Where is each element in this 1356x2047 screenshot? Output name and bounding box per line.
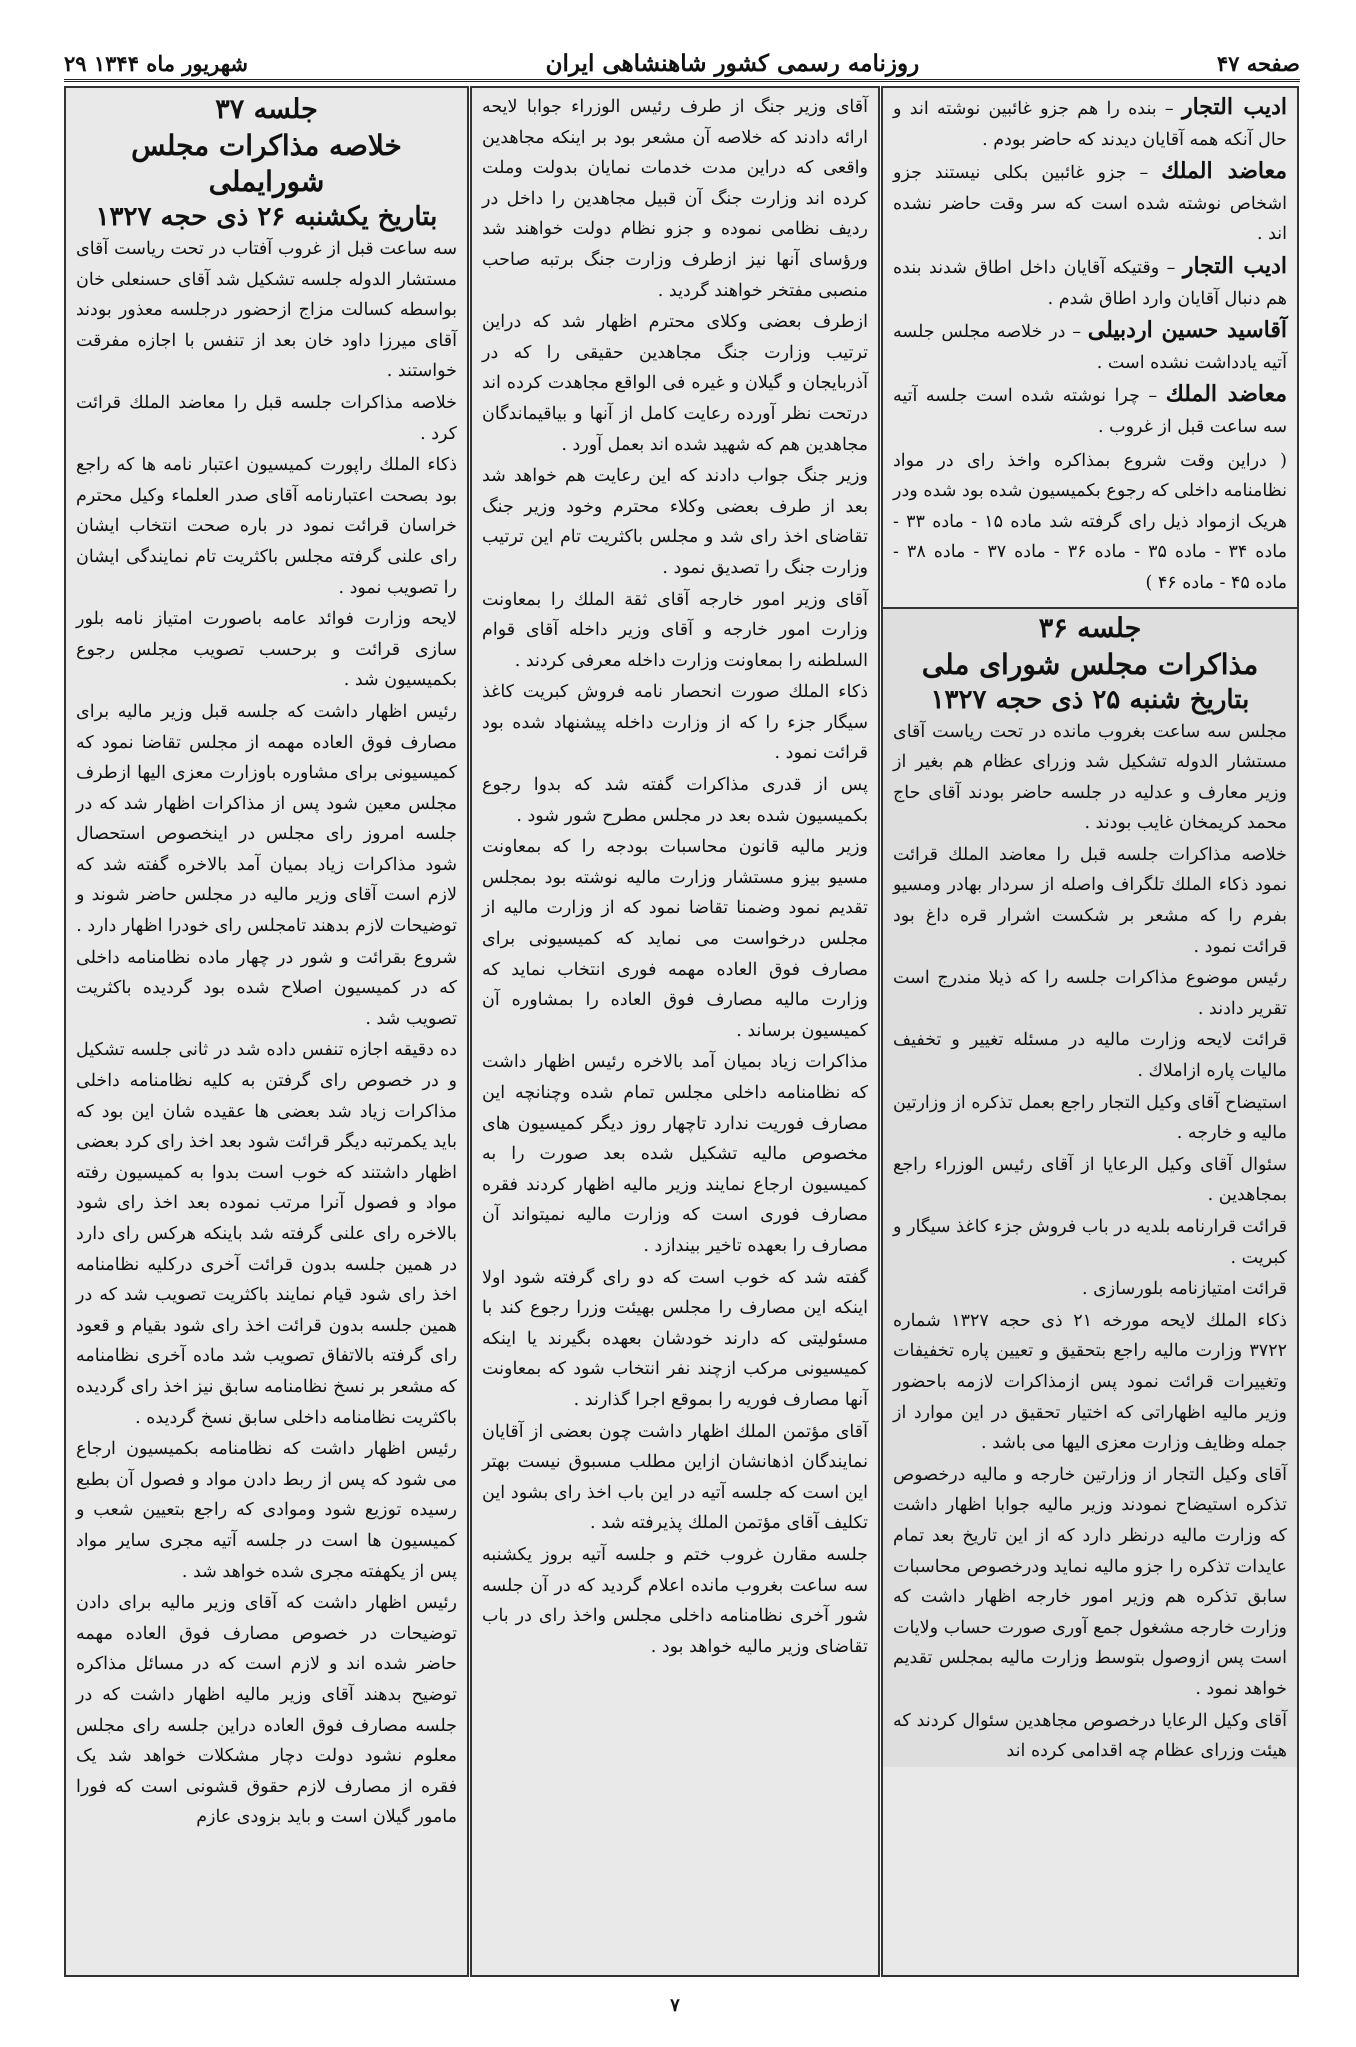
session-date: بتاریخ شنبه ۲۵ ذی حجه ۱۳۲۷ xyxy=(930,684,1250,715)
page-number: صفحه ۴۷ xyxy=(1216,50,1300,76)
body-paragraph: رئیس موضوع مذاکرات جلسه را که ذیلا مندرج است تقریر دادند . xyxy=(893,968,1287,1019)
speech-paragraph xyxy=(893,379,1287,442)
body-paragraph: سه ساعت قبل از غروب آفتاب در تحت ریاست آقای مستشار الدوله جلسه تشکیل شد آقای حسنعلی خان بواسطه کسالت مزاج ازحضور درجلسه معذور بودند آقای میرزا داود خان بعد از تنفس با اجازه مفرقت خواستند . xyxy=(76,239,457,382)
speech-text: – چرا نوشته شده است جلسه آتیه سه ساعت قبل از غروب . xyxy=(893,386,1287,437)
column-right xyxy=(881,86,1299,1977)
body-paragraph: قرائت امتیازنامه بلورسازی . xyxy=(1081,1279,1287,1300)
body-paragraph: وزیر جنگ جواب دادند که این رعایت هم خواهد شد بعد از طرف بعضی وکلاء محترم وخود وزیر جنگ تقاضای اخذ رای شد و مجلس باکثریت تام این ترتیب وزارت جنگ را تصدیق نمود . xyxy=(482,466,868,578)
speech-text: – بنده را هم جزو غائبین نوشته اند و حال آنکه همه آقایان دیدند که حاضر بودم . xyxy=(893,99,1287,150)
body-paragraph: آقای مؤتمن الملك اظهار داشت چون بعضی از آقایان نمایندگان اذهانشان ازاین مطلب مسبوق نیست بهتر این است که جلسه آتیه در این باب اخذ رای بشود این تکلیف آقای مؤتمن الملك پذیرفته شد . xyxy=(482,1421,868,1534)
body-paragraph: ذکاء الملك راپورت کمیسیون اعتبار نامه ها که راجع بود بصحت اعتبارنامه آقای صدر العلماء وکیل محترم خراسان قرائت نمود در باره صحت انتخاب ایشان رای علنی گرفته مجلس باکثریت تام نمایندگی ایشان را تصویب نمود . xyxy=(76,455,457,598)
speech-paragraph xyxy=(893,315,1287,378)
body-paragraph: ازطرف بعضی وکلای محترم اظهار شد که دراین ترتیب وزارت جنگ مجاهدین حقیقی را که در آذربایجان و گیلان و غیره فی الواقع مجاهدت کرده اند درتحت نظر آورده رعایت کامل از آنها و بیاقیماندگان مجاهدین هم که شهید شده اند بعمل آورد . xyxy=(482,312,868,455)
body-paragraph: ذکاء الملك لایحه مورخه ۲۱ ذی حجه ۱۳۲۷ شماره ۳۷۲۲ وزارت مالیه راجع بتحقیق و تعیین پاره تخفیفات وتغییرات قرائت نمود پس ازمذاکرات لازمه باحضور وزیر مالیه اظهاراتی که اختیار تحقیق در این موارد از جمله وظایف وزارت معزی الیها می باشد . xyxy=(893,1310,1288,1454)
session-title: خلاصه مذاکرات مجلس شورایملی xyxy=(131,129,402,198)
body-paragraph: آقای وزیر امور خارجه آقای ثقة الملك را بمعاونت وزارت امور خارجه و آقای وزیر داخله آقای قوام السلطنه را بمعاونت وزارت داخله معرفی کردند . xyxy=(482,589,868,671)
body-paragraph: استیضاح آقای وکیل التجار راجع بعمل تذکره از وزارتین مالیه و خارجه . xyxy=(893,1092,1287,1144)
body-paragraph: مذاکرات زیاد بمیان آمد بالاخره رئیس اظهار داشت که نظامنامه داخلی مجلس تمام شده وچنانچه این مصارف فوریت ندارد تاچهار روز دیگر کمیسیون های مخصوص مالیه تشکیل شده بعد صورت را به کمیسیون ارجاع نمایند وزیر مالیه اظهار کردند فقره مصارف فوری است که وزارت مالیه نمیتواند آن مصارف را بعهده تاخیر بیندازد . xyxy=(482,1052,868,1256)
body-paragraph: لایحه وزارت فوائد عامه باصورت امتیاز نامه بلور سازی قرائت و برحسب تصویب مجلس رجوع بکمیسیون شد . xyxy=(76,609,457,691)
body-paragraph: جلسه مقارن غروب ختم و جلسه آتیه بروز یکشنبه سه ساعت بغروب مانده اعلام گردید که در آن جلسه شور آخری نظامنامه داخلی مجلس واخذ رای در باب تقاضای وزیر مالیه خواهد بود . xyxy=(482,1544,868,1657)
speaker-name: آقاسید حسین اردبیلی xyxy=(1087,317,1287,344)
body-paragraph: خلاصه مذاکرات جلسه قبل را معاضد الملك قرائت نمود ذکاء الملك تلگراف واصله از سردار بهادر ومسیو بفرم را که مشعر بر شکست اشرار قره داغ بود قرائت نمود . xyxy=(893,844,1287,957)
body-paragraph: پس از قدری مذاکرات گفته شد که بدوا رجوع بکمیسیون شده بعد در مجلس مطرح شور شود . xyxy=(482,775,868,826)
body-paragraph: گفته شد که خوب است که دو رای گرفته شود اولا اینکه این مصارف را مجلس بهیئت وزرا رجوع کند با مسئولیتی که دارند خودشان بعهده بگیرند یا اینکه کمیسیونی مرکب ازچند نفر انتخاب شود که بمعاونت آنها مصارف فوریه را بموقع اجرا گذارند . xyxy=(482,1267,868,1410)
speech-text: – در خلاصه مجلس جلسه آتیه یادداشت نشده است . xyxy=(893,322,1287,373)
speaker-name: معاضد الملك xyxy=(1161,158,1287,185)
body-paragraph: خلاصه مذاکرات جلسه قبل را معاضد الملك قرائت کرد . xyxy=(76,392,457,444)
body-paragraph: رئیس اظهار داشت که جلسه قبل وزیر مالیه برای مصارف فوق العاده مهمه از مجلس تقاضا نمود که کمیسیونی برای مشاوره باوزارت معزی الیها ازطرف مجلس معین شود پس از مذاکرات اظهار شد که در جلسه امروز رای مجلس در اینخصوص استحصال شود مذاکرات زیاد بمیان آمد بالاخره گفته شد که لازم است آقای وزیر مالیه در مجلس حاضر شوند و توضیحات لازم بدهند تامجلس رای خودرا اظهار دارد . xyxy=(76,701,457,937)
body-paragraph: آقای وزیر جنگ از طرف رئیس الوزراء جوابا لایحه ارائه دادند که خلاصه آن مشعر بود بر اینکه مجاهدین واقعی که دراین مدت خدمات نمایان بدولت وملت کرده اند وزارت جنگ آن قبیل مجاهدین را داخل در ردیف نظامی نموده و جزو نظام دولت خواهند شد ورؤسای آنها نیز ازطرف وزارت جنگ برتبه صاحب منصبی مفتخر خواهند گردید . xyxy=(482,97,868,301)
speech-paragraph xyxy=(893,251,1287,314)
speech-text: ( دراین وقت شروع بمذاکره واخذ رای در مواد نظامنامه داخلی که رجوع بکمیسیون شده بود شده ودر هریک ازمواد ذیل رای گرفته شد ماده ۱۵ - ماده ۳۳ - ماده ۳۴ - ماده ۳۵ - ماده ۳۶ - ماده ۳۷ - ماده ۳۸ - ماده ۴۵ - ماده ۴۶ ) xyxy=(893,450,1287,593)
session-number: جلسه ۳۶ xyxy=(1038,612,1142,644)
column-left xyxy=(64,86,469,1977)
column-middle xyxy=(470,86,880,1977)
body-paragraph: رئیس اظهار داشت که نظامنامه بکمیسیون ارجاع می شود که پس از ربط دادن مواد و فصول آن بطبع رسیده توزیع شود وموادی که راجع بتعیین شعب و کمیسیون ها است در جلسه آتیه مجری سایر مواد پس از یکهفته مجری شده خواهد شد . xyxy=(76,1439,457,1582)
body-paragraph: شروع بقرائت و شور در چهار ماده نظامنامه داخلی که در کمیسیون اصلاح شده بود گردیده باکثریت تصویب شد . xyxy=(76,947,457,1029)
body-paragraph: قرائت لایحه وزارت مالیه در مسئله تغییر و تخفیف مالیات پاره ازاملاك . xyxy=(893,1030,1287,1082)
speech-text: – جزو غائبین بکلی نیستند جزو اشخاص نوشته شده است که سر وقت حاضر نشده اند . xyxy=(893,163,1287,245)
body-paragraph: سئوال آقای وکیل الرعایا از آقای رئیس الوزراء راجع بمجاهدین . xyxy=(893,1154,1287,1206)
speech-text: – وقتیکه آقایان داخل اطاق شدند بنده هم دنبال آقایان وارد اطاق شدم . xyxy=(893,257,1287,309)
body-paragraph: ده دقیقه اجازه تنفس داده شد در ثانی جلسه تشکیل و در خصوص رای گرفتن به کلیه نظامنامه داخلی مذاکرات زیاد شد بعضی ها عقیده شان این بود که باید یکمرتبه دیگر قرائت شود بعد اخذ رای کرد بعضی اظهار داشتند که خوب است بدوا به کمیسیون رفته مواد و فصول آنرا مرتب نموده بعد اخذ رای شود بالاخره رای علنی گرفته شد باینکه هرکس رای دارد در همین جلسه بدون قرائت آخری درکلیه نظامنامه اخذ رای شود قیام نمایند باکثریت تصویب شد که در همین جلسه بدون قرائت اخذ رای شود بقیام و قعود رای گرفته بالاتفاق تصویب شد ماده آخری نظامنامه که مشعر بر نسخ نظامنامه سابق نیز اخذ رای گردیده باکثریت نظامنامه داخلی سابق نسخ گردیده . xyxy=(76,1040,457,1428)
vote-paragraph xyxy=(893,444,1287,599)
body-paragraph: آقای وکیل الرعایا درخصوص مجاهدین سئوال کردند که هیئت وزرای عظام چه اقدامی کرده اند xyxy=(893,1710,1287,1762)
session-date: بتاریخ یکشنبه ۲۶ ذی حجه ۱۳۲۷ xyxy=(95,202,438,232)
body-paragraph: مجلس سه ساعت بغروب مانده در تحت ریاست آقای مستشار الدوله تشکیل شد وزرای عظام هم بغیر از وزیر معارف و عدلیه در جلسه حاضر بودند آقای حاج محمد کریمخان غایب بودند . xyxy=(893,721,1287,834)
speaker-name: معاضد الملك xyxy=(1165,381,1287,408)
body-paragraph: قرائت قرارنامه بلدیه در باب فروش جزء کاغذ سیگار و کبریت . xyxy=(893,1217,1287,1268)
speaker-name: ادیب التجار xyxy=(1181,94,1288,120)
session-36-box xyxy=(883,607,1297,1767)
session-number: جلسه ۳۷ xyxy=(215,94,318,125)
body-paragraph: وزیر مالیه قانون محاسبات بودجه را که بمعاونت مسیو بیزو مستشار وزارت مالیه نوشته بود بمجلس تقدیم نمود وضمنا تقاضا نمود که از وزارت مالیه از مجلس درخواست می نماید که کمیسیونی برای مصارف فوق العاده مهمه فوری انتخاب نماید که وزارت مالیه مصارف فوق العاده را بمشاوره آن کمیسیون برساند . xyxy=(482,837,868,1041)
speaker-name: ادیب التجار xyxy=(1182,252,1287,279)
body-paragraph: رئیس اظهار داشت که آقای وزیر مالیه برای دادن توضیحات در خصوص مصارف فوق العاده مهمه حاضر شده اند و لازم است که در مسائل مذاکره توضیح بدهند آقای وزیر مالیه اظهار داشت که در جلسه مصارف فوق العاده دراین جلسه رای مجلس معلوم نشود دولت دچار مشکلات خواهد شد یک فقره از مصارف لازم حقوق قشونی است که فورا مامور گیلان است و باید بزودی عازم xyxy=(76,1593,457,1828)
session-title: مذاکرات مجلس شورای ملی xyxy=(921,647,1259,681)
masthead xyxy=(64,50,1300,76)
speech-paragraph xyxy=(893,92,1287,155)
speech-paragraph xyxy=(893,156,1287,250)
masthead-rule xyxy=(64,79,1300,82)
issue-date: ۲۹ شهریور ماه ۱۳۴۴ xyxy=(64,50,248,76)
folio-number: ۷ xyxy=(670,1995,680,2016)
newspaper-title: روزنامه رسمی کشور شاهنشاهی ایران xyxy=(545,49,920,77)
body-paragraph: ذکاء الملك صورت انحصار نامه فروش کبریت کاغذ سیگار جزء را که از وزارت داخله پیشنهاد شده بود قرائت نمود . xyxy=(482,682,868,764)
body-paragraph: آقای وکیل التجار از وزارتین خارجه و مالیه درخصوص تذکره استیضاح نمودند وزیر مالیه جوابا اظهار داشت که وزارت مالیه درنظر دارد که از این تاریخ بعد تمام عایدات تذکره را جزو مالیه نماید ودرخصوص محاسبات سابق تذکره هم وزیر امور خارجه اظهار داشت که وزارت خارجه مشغول جمع آوری صورت حساب ولایات است پس ازوصول بتوسط وزارت مالیه بمجلس تقدیم خواهد نمود . xyxy=(893,1464,1287,1699)
